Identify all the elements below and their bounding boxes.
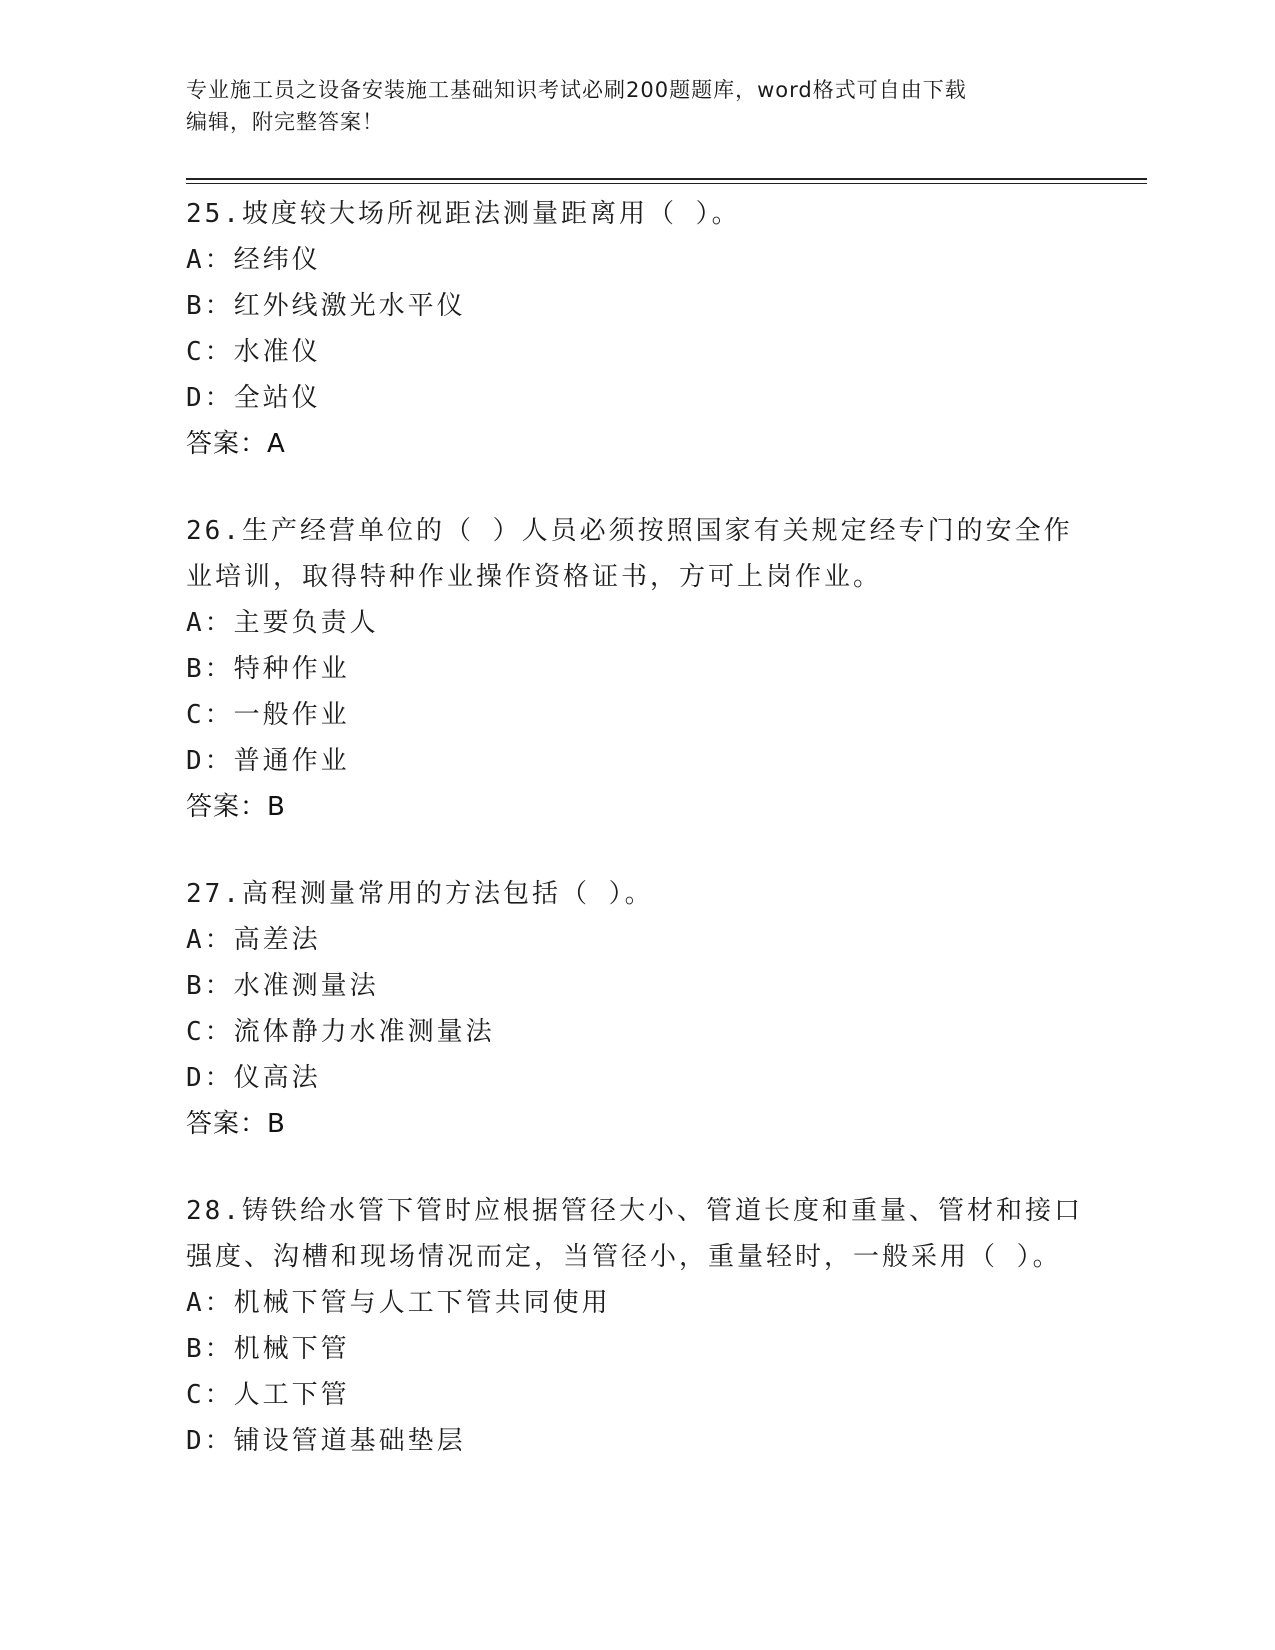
- question-stem: 28.铸铁给水管下管时应根据管径大小、管道长度和重量、管材和接口: [186, 1196, 1083, 1226]
- option-c: C：流体静力水准测量法: [186, 1017, 495, 1047]
- option-c: C：一般作业: [186, 700, 350, 730]
- question-stem: 26.生产经营单位的（ ）人员必须按照国家有关规定经专门的安全作: [186, 516, 1073, 546]
- option-a: A：高差法: [186, 925, 321, 955]
- option-c: C：水准仪: [186, 337, 321, 367]
- answer-line: 答案：B: [186, 1109, 286, 1139]
- question-25: [186, 191, 1086, 467]
- answer-line: 答案：B: [186, 792, 286, 822]
- question-stem-continued: 强度、沟槽和现场情况而定，当管径小，重量轻时，一般采用（ ）。: [186, 1242, 1062, 1272]
- question-27: [186, 871, 1086, 1147]
- option-d: D：普通作业: [186, 746, 350, 776]
- header-divider-thick: [186, 178, 1147, 180]
- option-a: A：机械下管与人工下管共同使用: [186, 1288, 611, 1318]
- question-26: [186, 508, 1086, 830]
- question-list: [186, 191, 1086, 1505]
- option-a: A：主要负责人: [186, 608, 379, 638]
- option-a: A：经纬仪: [186, 245, 321, 275]
- question-28: [186, 1188, 1086, 1464]
- option-b: B：水准测量法: [186, 971, 379, 1001]
- question-stem: 25.坡度较大场所视距法测量距离用（ ）。: [186, 199, 741, 229]
- option-c: C：人工下管: [186, 1380, 350, 1410]
- header-title-line-2: 编辑，附完整答案！: [186, 110, 384, 134]
- option-d: D：仪高法: [186, 1063, 321, 1093]
- option-d: D：全站仪: [186, 383, 321, 413]
- header-title-line-1: 专业施工员之设备安装施工基础知识考试必刷200题题库，word格式可自由下载: [186, 78, 967, 102]
- question-stem: 27.高程测量常用的方法包括（ ）。: [186, 879, 654, 909]
- question-stem-continued: 业培训，取得特种作业操作资格证书，方可上岗作业。: [186, 562, 883, 592]
- option-b: B：红外线激光水平仪: [186, 291, 466, 321]
- answer-line: 答案：A: [186, 429, 286, 459]
- option-b: B：特种作业: [186, 654, 350, 684]
- header-divider-thin: [186, 183, 1147, 184]
- document-header: [186, 74, 1066, 138]
- option-b: B：机械下管: [186, 1334, 350, 1364]
- option-d: D：铺设管道基础垫层: [186, 1426, 466, 1456]
